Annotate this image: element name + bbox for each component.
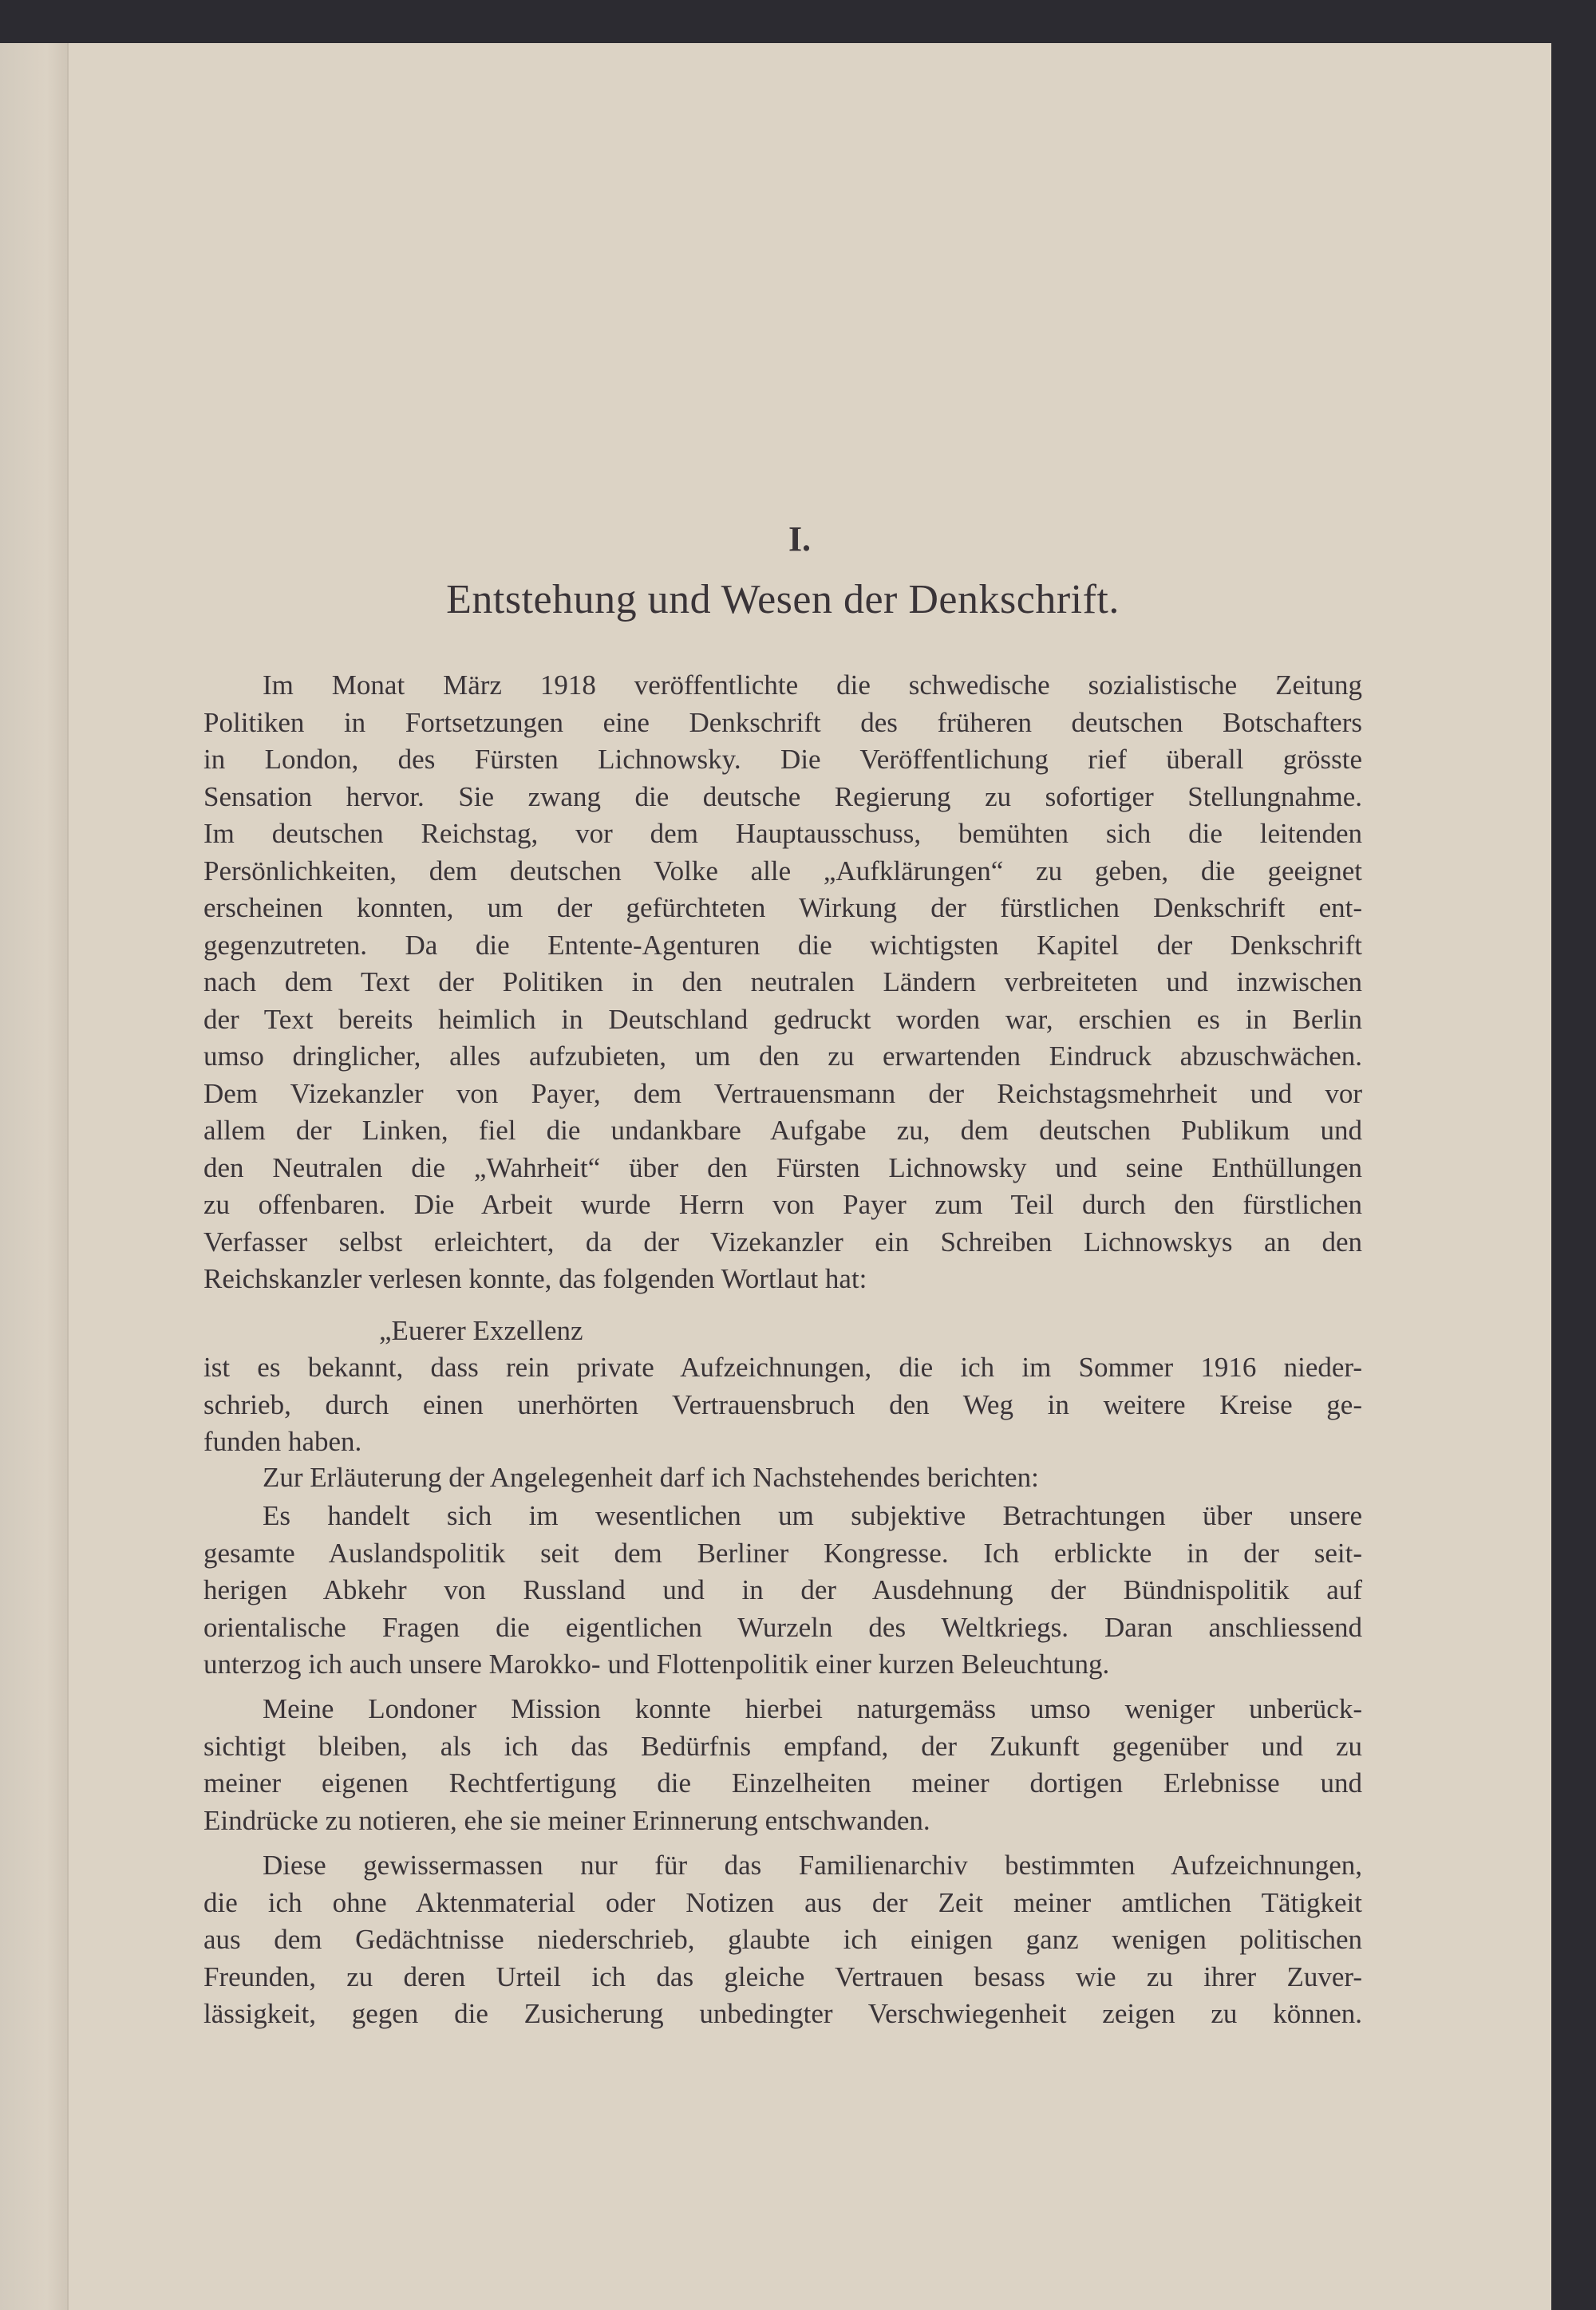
paragraph <box>203 1498 1362 1684</box>
text-line: Eindrücke zu notieren, ehe sie meiner Erinnerung entschwanden. <box>203 1804 930 1836</box>
text-line: Im Monat März 1918 veröffentlichte die schwedische sozialistische Zeitung <box>263 669 1362 701</box>
text-line: Verfasser selbst erleichtert, da der Vizekanzler ein Schreiben Lichnowskys an den <box>203 1226 1362 1258</box>
text-line: ist es bekannt, dass rein private Aufzeichnungen, die ich im Sommer 1916 nieder- <box>203 1352 1362 1383</box>
paragraph <box>203 667 1362 1298</box>
paragraph <box>203 1459 1362 1497</box>
text-line: gesamte Auslandspolitik seit dem Berliner Kongresse. Ich erblickte in der seit- <box>203 1537 1362 1569</box>
text-line: meiner eigenen Rechtfertigung die Einzelheiten meiner dortigen Erlebnisse und <box>203 1767 1362 1799</box>
text-line: Reichskanzler verlesen konnte, das folgenden Wortlaut hat: <box>203 1263 867 1294</box>
text-line: lässigkeit, gegen die Zusicherung unbedingter Verschwiegenheit zeigen zu können. <box>203 1998 1362 2029</box>
text-line: zu offenbaren. Die Arbeit wurde Herrn von Payer zum Teil durch den fürstlichen <box>203 1189 1362 1220</box>
text-line: Politiken in Fortsetzungen eine Denkschrift des früheren deutschen Botschafters <box>203 706 1362 738</box>
text-line: Freunden, zu deren Urteil ich das gleiche Vertrauen besass wie zu ihrer Zuver- <box>203 1961 1362 1992</box>
text-line: umso dringlicher, alles aufzubieten, um den zu erwartenden Eindruck abzuschwächen. <box>203 1040 1362 1072</box>
text-line: orientalische Fragen die eigentlichen Wurzeln des Weltkriegs. Daran anschliessend <box>203 1611 1362 1643</box>
text-line: sichtigt bleiben, als ich das Bedürfnis empfand, der Zukunft gegenüber und zu <box>203 1730 1362 1762</box>
text-line: Zur Erläuterung der Angelegenheit darf ich Nachstehendes berichten: <box>263 1462 1039 1493</box>
paragraph <box>203 1691 1362 1839</box>
text-line: Dem Vizekanzler von Payer, dem Vertrauensmann der Reichstagsmehrheit und vor <box>203 1077 1362 1109</box>
chapter-title: Entstehung und Wesen der Denkschrift. <box>446 577 1120 622</box>
text-line: allem der Linken, fiel die undankbare Aufgabe zu, dem deutschen Publikum und <box>203 1115 1362 1146</box>
text-line: den Neutralen die „Wahrheit“ über den Fürsten Lichnowsky und seine Enthüllungen <box>203 1151 1362 1183</box>
text-line: funden haben. <box>203 1426 362 1457</box>
text-line: Es handelt sich im wesentlichen um subjektive Betrachtungen über unsere <box>263 1500 1362 1531</box>
text-line: erscheinen konnten, um der gefürchteten Wirkung der fürstlichen Denkschrift ent- <box>203 892 1362 923</box>
text-line: die ich ohne Aktenmaterial oder Notizen aus der Zeit meiner amtlichen Tätigkeit <box>203 1886 1362 1918</box>
paragraph <box>203 1847 1362 2033</box>
chapter-number: I. <box>788 519 812 559</box>
page-gutter <box>0 43 69 2310</box>
text-line: Meine Londoner Mission konnte hierbei naturgemäss umso weniger unberück- <box>263 1693 1362 1724</box>
text-line: herigen Abkehr von Russland und in der Ausdehnung der Bündnispolitik auf <box>203 1574 1362 1605</box>
text-line: Sensation hervor. Sie zwang die deutsche Regierung zu sofortiger Stellungnahme. <box>203 780 1362 812</box>
paragraph <box>203 1349 1362 1461</box>
text-line: Diese gewissermassen nur für das Familienarchiv bestimmten Aufzeichnungen, <box>263 1850 1362 1881</box>
text-line: Persönlichkeiten, dem deutschen Volke alle „Aufklärungen“ zu geben, die geeignet <box>203 855 1362 886</box>
text-line: aus dem Gedächtnisse niederschrieb, glaubte ich einigen ganz wenigen politischen <box>203 1924 1362 1955</box>
text-line: „Euerer Exzellenz <box>379 1315 583 1346</box>
text-line: nach dem Text der Politiken in den neutralen Ländern verbreiteten und inzwischen <box>203 966 1362 997</box>
text-line: in London, des Fürsten Lichnowsky. Die Veröffentlichung rief überall grösste <box>203 744 1362 775</box>
text-line: unterzog ich auch unsere Marokko- und Flottenpolitik einer kurzen Beleuchtung. <box>203 1649 1110 1680</box>
text-line: schrieb, durch einen unerhörten Vertrauensbruch den Weg in weitere Kreise ge- <box>203 1388 1362 1420</box>
text-line: Im deutschen Reichstag, vor dem Hauptausschuss, bemühten sich die leitenden <box>203 818 1362 849</box>
text-line: gegenzutreten. Da die Entente-Agenturen die wichtigsten Kapitel der Denkschrift <box>203 929 1362 961</box>
text-line: der Text bereits heimlich in Deutschland gedruckt worden war, erschien es in Berlin <box>203 1003 1362 1035</box>
paragraph <box>203 1313 1362 1350</box>
